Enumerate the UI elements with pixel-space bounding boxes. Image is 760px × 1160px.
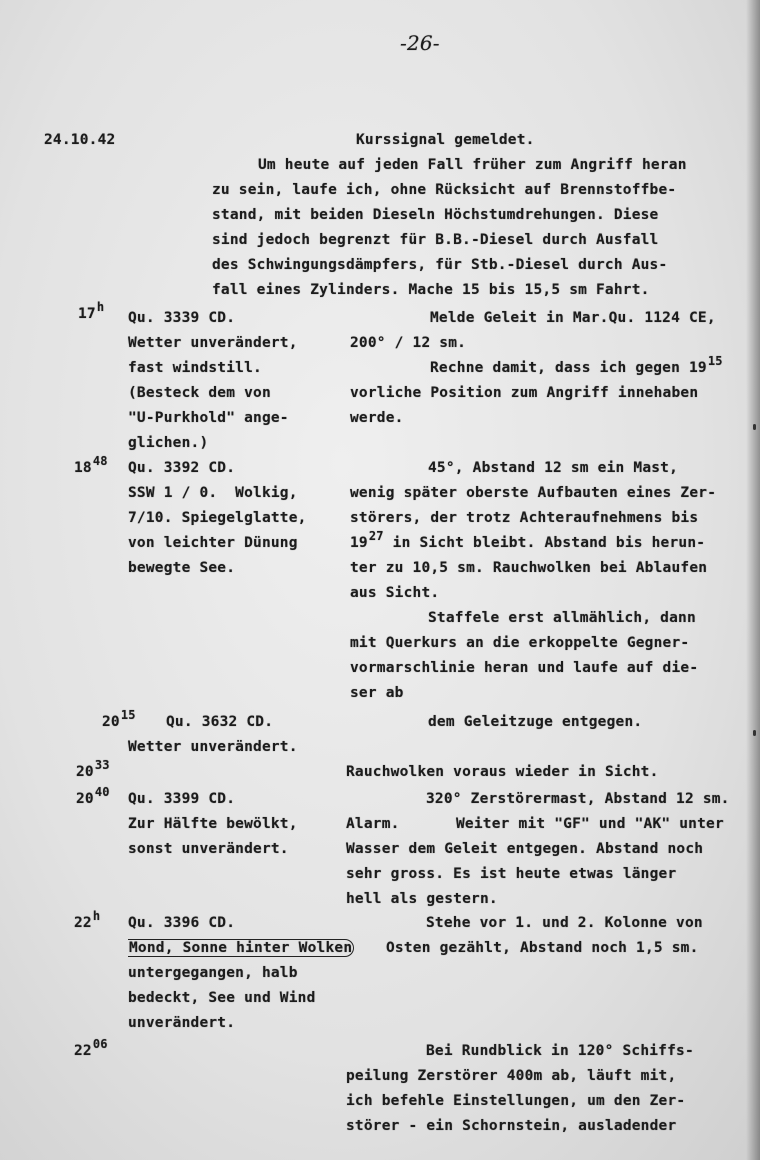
entry-conditions-line: Mond, Sonne hinter Wolken [129, 940, 353, 956]
entry-time: $18^{48}$ [74, 454, 108, 476]
intro-line: stand, mit beiden Dieseln Höchstumdrehungen. Diese [212, 207, 659, 223]
entry-date: 24.10.42 [44, 132, 116, 148]
intro-line: fall eines Zylinders. Mache 15 bis 15,5 sm Fahrt. [212, 282, 650, 298]
entry-conditions-line: Wetter unverändert, [128, 335, 298, 351]
entry-time: $20^{40}$ [76, 785, 110, 807]
intro-line: sind jedoch begrenzt für B.B.-Diesel durch Ausfall [212, 232, 659, 248]
entry-conditions-line: glichen.) [128, 435, 209, 451]
entry-narrative-line: Bei Rundblick in 120° Schiffs- [426, 1043, 694, 1059]
entry-conditions-line: SSW 1 / 0. Wolkig, [128, 485, 298, 501]
entry-position: Qu. 3396 CD. [128, 915, 236, 931]
entry-time: $22^{06}$ [74, 1037, 108, 1059]
entry-conditions-line: untergegangen, halb [128, 965, 298, 981]
punch-mark [753, 424, 756, 430]
entry-time: $20^{15}$ [102, 708, 136, 730]
entry-narrative-line: Alarm. [346, 816, 400, 832]
entry-narrative-line: wenig später oberste Aufbauten eines Zer- [350, 485, 717, 501]
entry-narrative-line: Osten gezählt, Abstand noch 1,5 sm. [386, 940, 699, 956]
entry-narrative-line: vorliche Position zum Angriff innehaben [350, 385, 699, 401]
intro-line: des Schwingungsdämpfers, für Stb.-Diesel durch Aus- [212, 257, 668, 273]
entry-conditions-line: (Besteck dem von [128, 385, 271, 401]
entry-narrative-line: störer - ein Schornstein, ausladender [346, 1118, 677, 1134]
entry-conditions-line: 7/10. Spiegelglatte, [128, 510, 307, 526]
entry-narrative-line: werde. [350, 410, 404, 426]
entry-narrative-line: sehr gross. Es ist heute etwas länger [346, 866, 677, 882]
entry-narrative-line: peilung Zerstörer 400m ab, läuft mit, [346, 1068, 677, 1084]
entry-position: Qu. 3392 CD. [128, 460, 236, 476]
entry-conditions-line: fast windstill. [128, 360, 262, 376]
entry-narrative-line: vormarschlinie heran und laufe auf die- [350, 660, 699, 676]
entry-narrative-line: hell als gestern. [346, 891, 498, 907]
entry-narrative-line: 200° / 12 sm. [350, 335, 467, 351]
entry-conditions-line: bedeckt, See und Wind [128, 990, 316, 1006]
entry-narrative-line: aus Sicht. [350, 585, 440, 601]
entry-narrative-line: Weiter mit "GF" und "AK" unter [456, 816, 724, 832]
entry-conditions-line: von leichter Dünung [128, 535, 298, 551]
entry-time: $20^{33}$ [76, 758, 110, 780]
entry-conditions-line: Wetter unverändert. [128, 739, 298, 755]
entry-narrative-line: dem Geleitzuge entgegen. [428, 714, 643, 730]
entry-narrative-line: Wasser dem Geleit entgegen. Abstand noch [346, 841, 704, 857]
entry-narrative-line: $19^{27}$ in Sicht bleibt. Abstand bis herun- [350, 529, 706, 551]
intro-line: Kurssignal gemeldet. [356, 132, 535, 148]
entry-conditions-line: Zur Hälfte bewölkt, [128, 816, 298, 832]
entry-narrative-line: ter zu 10,5 sm. Rauchwolken bei Ablaufen [350, 560, 708, 576]
entry-conditions-line: sonst unverändert. [128, 841, 289, 857]
entry-conditions-line: bewegte See. [128, 560, 236, 576]
entry-time: 22$^h$ [74, 909, 101, 931]
entry-narrative-line: Rechne damit, dass ich gegen $19^{15}$ [430, 354, 723, 376]
entry-narrative-line: Rauchwolken voraus wieder in Sicht. [346, 764, 659, 780]
intro-line: zu sein, laufe ich, ohne Rücksicht auf Brennstoffbe- [212, 182, 677, 198]
entry-position: Qu. 3399 CD. [128, 791, 236, 807]
entry-narrative-line: 45°, Abstand 12 sm ein Mast, [428, 460, 679, 476]
entry-narrative-line: störers, der trotz Achteraufnehmens bis [350, 510, 699, 526]
entry-narrative-line: ich befehle Einstellungen, um den Zer- [346, 1093, 686, 1109]
entry-conditions-line: unverändert. [128, 1015, 236, 1031]
entry-time: 17$^h$ [78, 300, 105, 322]
punch-mark [753, 730, 756, 736]
entry-position: Qu. 3632 CD. [166, 714, 274, 730]
entry-narrative-line: mit Querkurs an die erkoppelte Gegner- [350, 635, 690, 651]
page-edge-shadow [746, 0, 760, 1160]
entry-narrative-line: Melde Geleit in Mar.Qu. 1124 CE, [430, 310, 716, 326]
entry-narrative-line: Stehe vor 1. und 2. Kolonne von [426, 915, 703, 931]
entry-narrative-line: 320° Zerstörermast, Abstand 12 sm. [426, 791, 730, 807]
entry-narrative-line: ser ab [350, 685, 404, 701]
entry-position: Qu. 3339 CD. [128, 310, 236, 326]
page-number: -26- [400, 31, 440, 55]
entry-narrative-line: Staffele erst allmählich, dann [428, 610, 696, 626]
intro-line: Um heute auf jeden Fall früher zum Angriff heran [258, 157, 687, 173]
entry-conditions-line: "U-Purkhold" ange- [128, 410, 289, 426]
